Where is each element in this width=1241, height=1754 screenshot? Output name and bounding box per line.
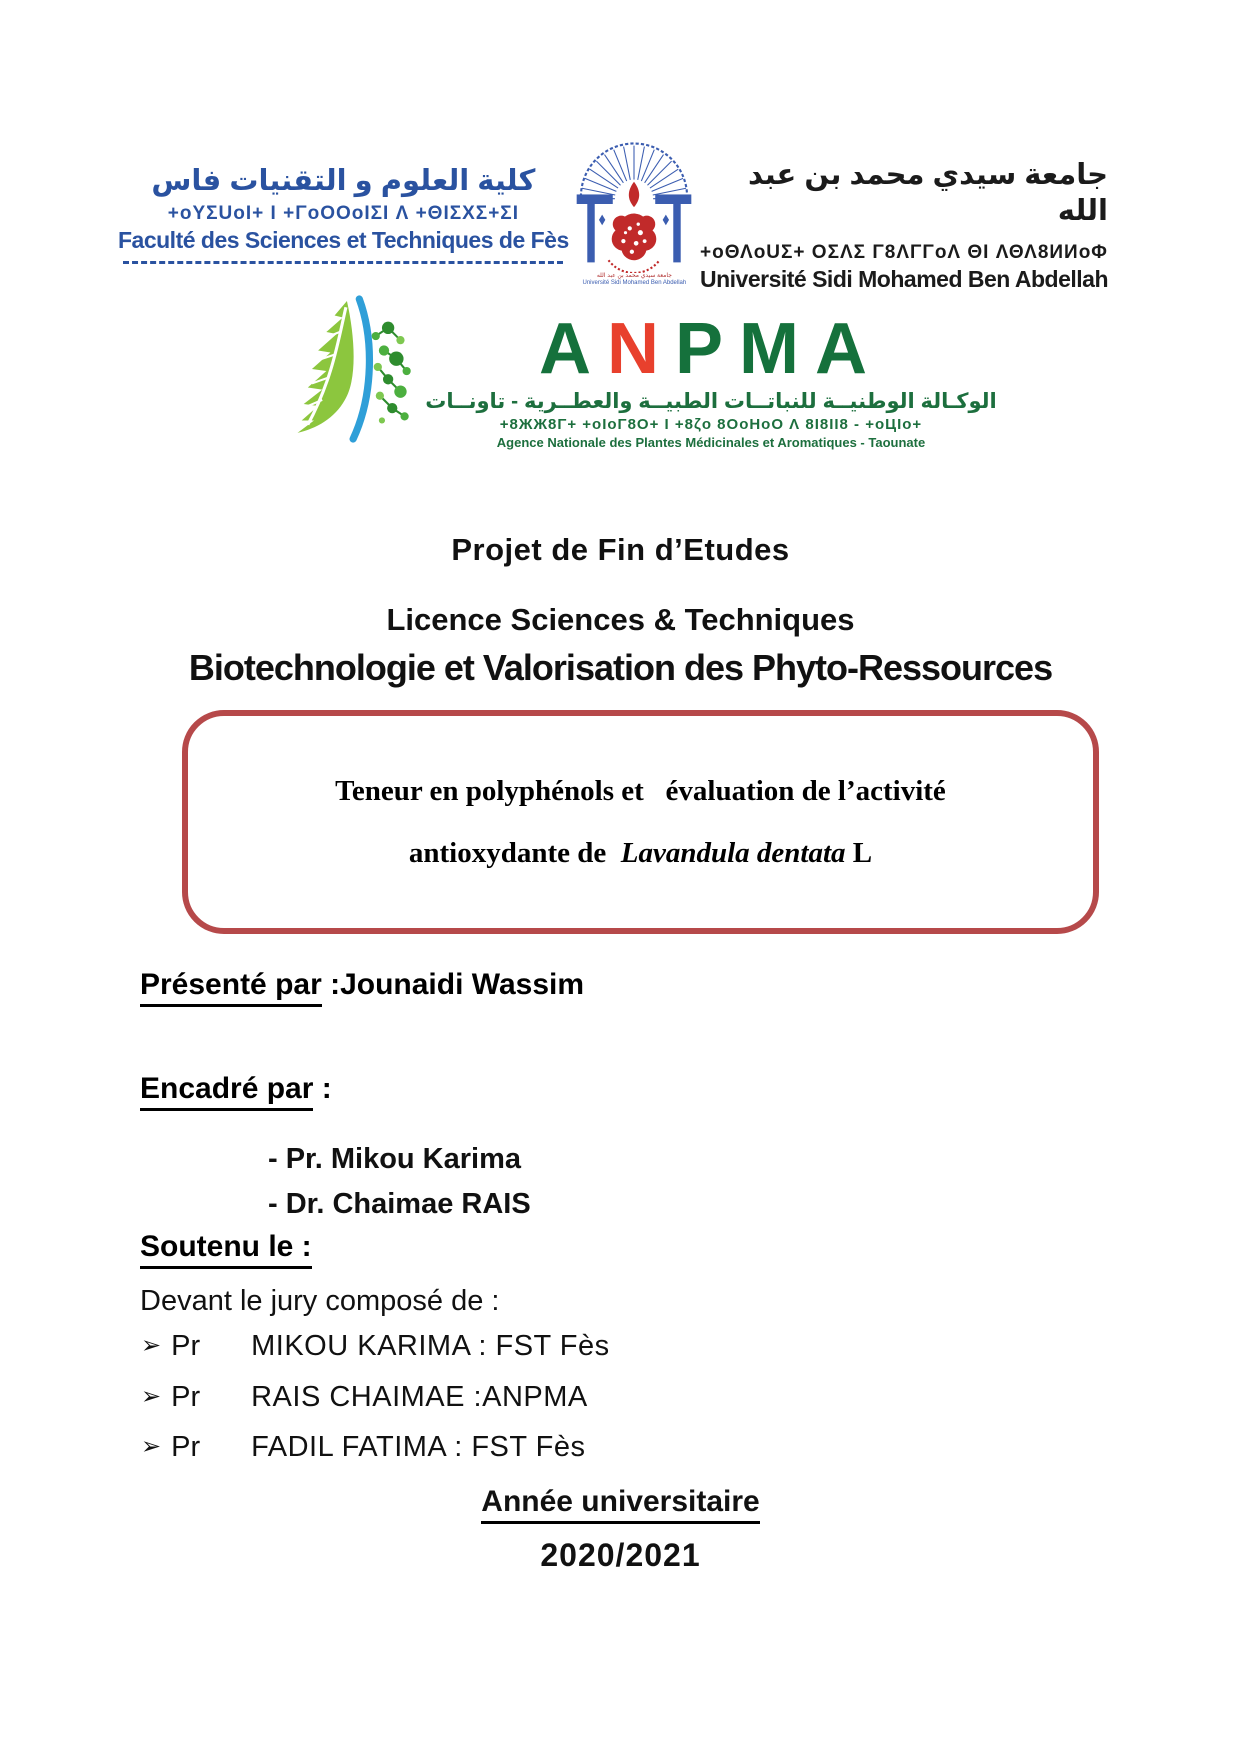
faculty-tifinagh-name: +oYΣUoI+ I +ΓoOOoIΣI Λ +ΘIΣXΣ+ΣI	[167, 203, 519, 225]
university-logo-block	[700, 135, 1108, 293]
seal-caption-french: Université Sidi Mohamed Ben Abdellah	[582, 279, 687, 286]
anpma-tifinagh-line: +8ЖЖ8Γ+ +oIoΓ8O+ I +8ζo 8OoHoO Λ 8I8II8 - +oЦIo+	[499, 416, 923, 433]
jury-member-title: Pr	[171, 1330, 201, 1362]
anpma-wordmark-letter: A	[538, 309, 607, 389]
thesis-title-line2	[409, 822, 872, 884]
jury-member-title: Pr	[171, 1431, 201, 1463]
arrow-bullet-icon: ➢	[141, 1332, 162, 1359]
anpma-text-block	[425, 295, 996, 450]
thesis-title-line2-prefix: antioxydante de	[408, 837, 621, 869]
faculty-arabic-name: كلية العلوم و التقنيات فاس	[151, 165, 536, 197]
anpma-leaf-icon	[244, 295, 419, 443]
supervised-by-label: Encadré par	[140, 1072, 313, 1111]
anpma-arabic-line: الوكـالة الوطنيــة للنباتــات الطبيــة والعطــرية - تاونــات	[425, 390, 997, 413]
anpma-wordmark	[538, 309, 883, 389]
defended-on-label: Soutenu le :	[140, 1230, 312, 1269]
jury-member-title: Pr	[171, 1381, 201, 1413]
jury-member-name-affiliation: RAIS CHAIMAE :ANPMA	[251, 1381, 588, 1413]
university-french-name: Université Sidi Mohamed Ben Abdellah	[699, 265, 1108, 292]
jury-member-row	[141, 1330, 610, 1363]
academic-year-value: 2020/2021	[540, 1537, 701, 1573]
anpma-wordmark-letter: N	[606, 309, 675, 389]
presented-by-label: Présenté par	[140, 968, 322, 1007]
thesis-title-line1: Teneur en polyphénols et évaluation de l’activité	[335, 774, 946, 807]
supervised-by-line	[140, 1072, 332, 1106]
thesis-title-line2-suffix: L	[845, 837, 873, 869]
anpma-wordmark-letter: P	[674, 309, 740, 389]
seal-caption-arabic: جامعة سيدي محمد بن عبد الله	[596, 273, 672, 279]
university-arabic-name: جامعة سيدي محمد بن عبد الله	[747, 159, 1108, 228]
header	[118, 135, 1108, 293]
jury-member-name-affiliation: FADIL FATIMA : FST Fès	[251, 1431, 586, 1463]
title-filiere: Biotechnologie et Valorisation des Phyto-Ressources	[188, 647, 1053, 688]
anpma-wordmark-letter: M	[739, 309, 815, 389]
advisor-item: - Pr. Mikou Karima	[268, 1143, 522, 1175]
presented-by-value: :Jounaidi Wassim	[321, 968, 585, 1001]
jury-member-row	[141, 1381, 588, 1414]
university-seal-icon	[570, 135, 698, 273]
university-seal-block	[569, 135, 700, 293]
faculty-logo-block	[118, 135, 569, 293]
university-tifinagh-name: +oΘΛoUΣ+ OΣΛΣ Γ8ΛΓΓoΛ ΘI ΛΘΛ8ИИoΦ	[700, 241, 1108, 263]
faculty-dashed-rule	[123, 261, 563, 264]
academic-year-heading	[0, 1485, 1241, 1519]
arrow-bullet-icon: ➢	[141, 1383, 162, 1410]
title-licence: Licence Sciences & Techniques	[386, 602, 855, 637]
arrow-bullet-icon: ➢	[141, 1433, 162, 1460]
jury-member-name-affiliation: MIKOU KARIMA : FST Fès	[251, 1330, 610, 1362]
anpma-logo	[0, 295, 1241, 450]
jury-member-row	[141, 1431, 585, 1464]
anpma-french-line: Agence Nationale des Plantes Médicinales et Aromatiques - Taounate	[496, 435, 926, 450]
thesis-species-name: Lavandula dentata	[620, 837, 846, 869]
academic-year-label: Année universitaire	[481, 1485, 759, 1524]
anpma-wordmark-letter: A	[815, 309, 883, 389]
presented-by-line	[140, 968, 584, 1002]
title-projet: Projet de Fin d’Etudes	[451, 532, 790, 567]
thesis-title-box	[182, 710, 1099, 934]
jury-intro: Devant le jury composé de :	[140, 1285, 500, 1317]
supervised-by-colon: :	[313, 1072, 332, 1105]
advisor-item: - Dr. Chaimae RAIS	[268, 1188, 531, 1220]
defended-on-line	[140, 1230, 312, 1264]
faculty-french-name: Faculté des Sciences et Techniques de Fès	[118, 227, 569, 254]
